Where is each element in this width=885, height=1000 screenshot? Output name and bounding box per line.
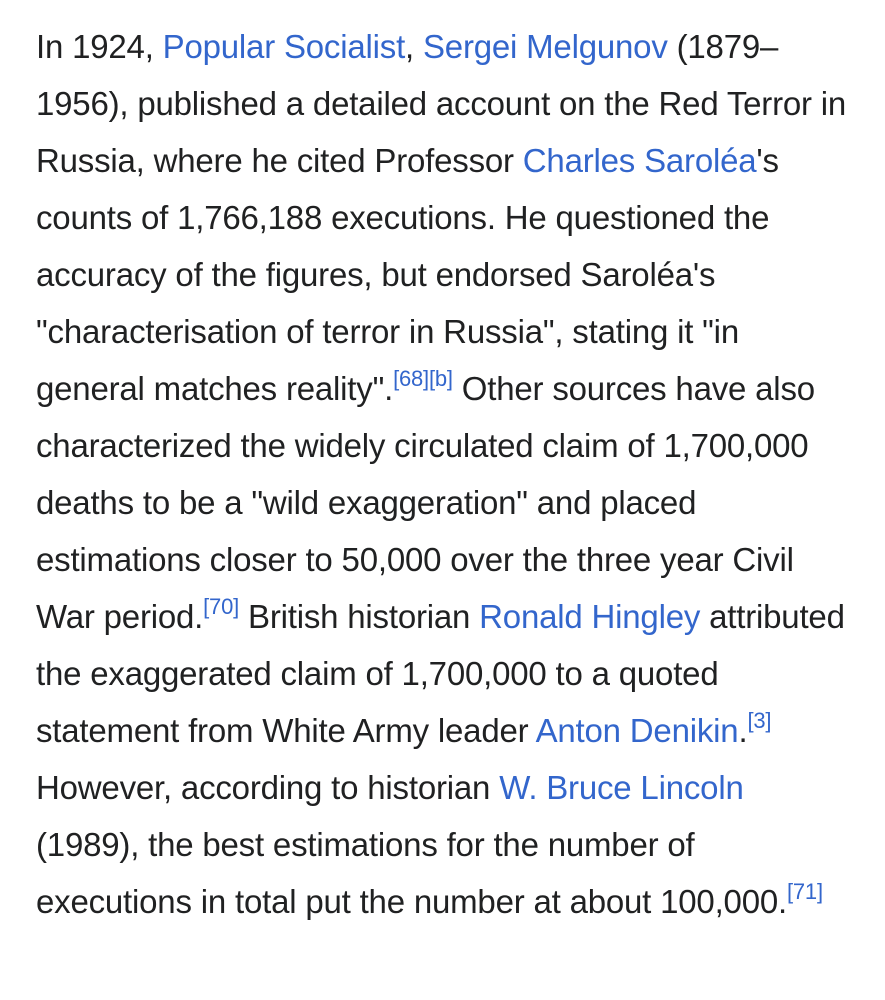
text-run: , [405, 28, 423, 65]
reference-link-71[interactable]: [71] [786, 879, 823, 904]
text-run: 's counts of 1,766,188 executions. He questioned the accuracy of the figures, but endorsed Saroléa's "characterisation of terror in Russia", stating it "in general matches reality". [36, 142, 779, 407]
text-run: Other sources have also characterized the widely circulated claim of 1,700,000 deaths to be a "wild exaggeration" and placed estimations closer to 50,000 over the three year Civil War period. [36, 370, 815, 635]
text-run: In 1924, [36, 28, 163, 65]
reference-71 [787, 879, 823, 904]
reference-link-3[interactable]: [3] [747, 708, 772, 733]
reference-70 [203, 594, 239, 619]
text-run: British historian [239, 598, 480, 635]
text-run: attributed the exaggerated claim of 1,700,000 to a quoted statement from White Army leader [36, 598, 845, 749]
link-charles-sarolea[interactable]: Charles Saroléa [522, 142, 757, 179]
link-w-bruce-lincoln[interactable]: W. Bruce Lincoln [499, 769, 744, 806]
link-sergei-melgunov[interactable]: Sergei Melgunov [422, 28, 668, 65]
link-popular-socialist[interactable]: Popular Socialist [162, 28, 406, 65]
link-anton-denikin[interactable]: Anton Denikin [535, 712, 739, 749]
reference-link-70[interactable]: [70] [203, 594, 240, 619]
text-run: (1989), the best estimations for the number of executions in total put the number at about 100,000. [36, 826, 787, 920]
text-run: (1879–1956), published a detailed account on the Red Terror in Russia, where he cited Professor [36, 28, 847, 179]
reference-3 [747, 708, 771, 733]
text-run: However, according to historian [36, 769, 500, 806]
reference-link-68[interactable]: [68] [393, 366, 429, 391]
reference-link-b[interactable]: [b] [428, 366, 453, 391]
link-ronald-hingley[interactable]: Ronald Hingley [479, 598, 701, 635]
paragraph [36, 18, 855, 930]
reference-68 [393, 366, 453, 391]
text-run: . [738, 712, 748, 749]
